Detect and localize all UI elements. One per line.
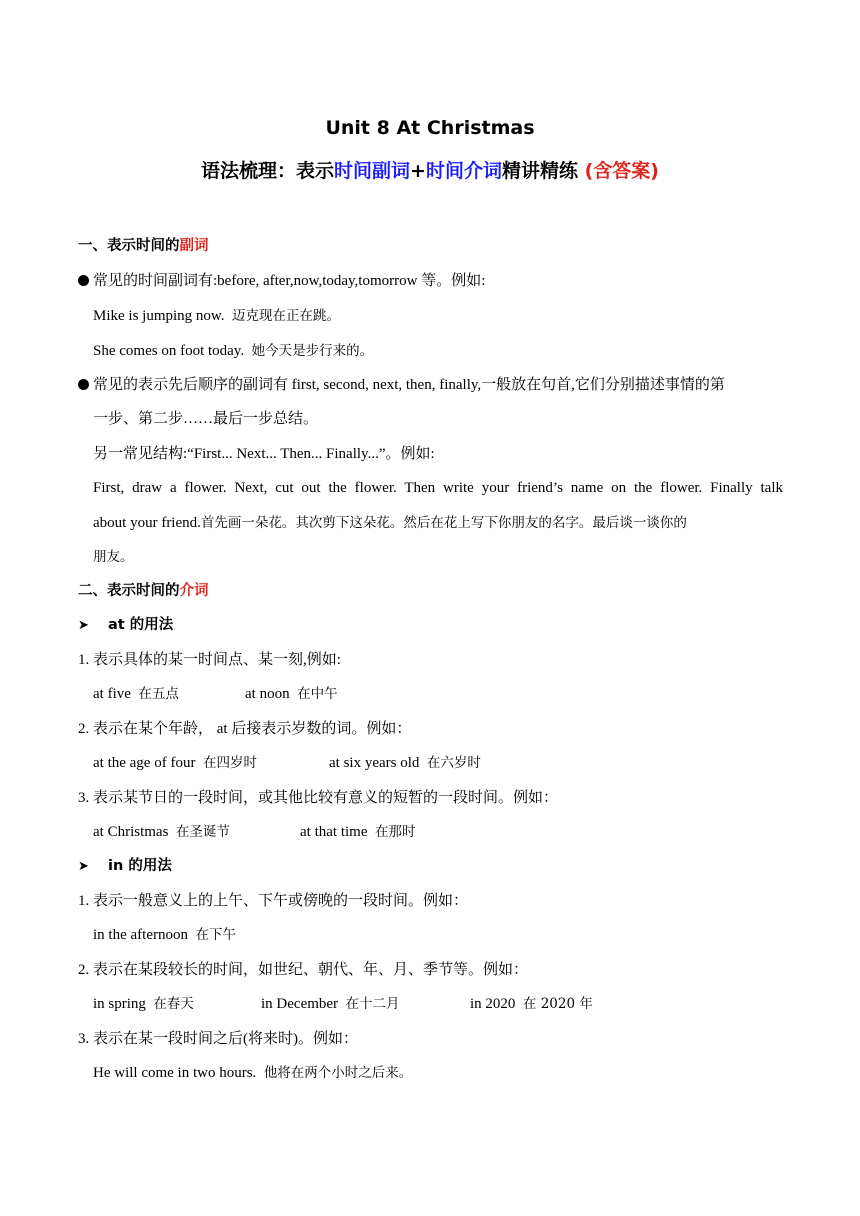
subtitle-part-5: 精讲精练 <box>501 160 578 182</box>
example-cn: 在中午 <box>297 686 338 702</box>
bullet-1-text: 常见的时间副词有:before, after,now,today,tomorrow 等。例如: <box>93 273 486 289</box>
example-cn: 在五点 <box>138 686 179 702</box>
at-item-3-example-1 <box>93 822 230 842</box>
in-usage-title: in 的用法 <box>108 858 172 874</box>
in-item-3-example-1 <box>93 1063 412 1083</box>
example-cn: 在圣诞节 <box>175 824 230 840</box>
bullet-2 <box>78 375 725 395</box>
example-en: at that time <box>300 824 368 840</box>
in-usage-heading <box>78 856 172 876</box>
example-cn: 在下午 <box>195 927 236 943</box>
bullet-2-line-2: 一步、第二步……最后一步总结。 <box>93 411 319 427</box>
example-1-cn: 迈克现在正在跳。 <box>232 308 341 324</box>
section-1-heading-text: 一、表示时间的 <box>78 238 180 254</box>
example-2-en: She comes on foot today. <box>93 343 245 359</box>
at-item-3-example-2 <box>300 822 415 842</box>
at-item-2-example-2 <box>329 753 481 773</box>
example-cn: 在四岁时 <box>202 755 257 771</box>
example-en: in the afternoon <box>93 927 188 943</box>
example-en: He will come in two hours. <box>93 1065 257 1081</box>
in-item-1-example-1 <box>93 925 236 945</box>
at-item-3: 3. 表示某节日的一段时间，或其他比较有意义的短暂的一段时间。例如： <box>78 790 559 806</box>
example-1 <box>93 306 340 326</box>
in-item-1: 1. 表示一般意义上的上午、下午或傍晚的一段时间。例如： <box>78 893 469 909</box>
at-item-1-example-2 <box>245 684 338 704</box>
example-cn: 他将在两个小时之后来。 <box>263 1065 413 1081</box>
example-en: at five <box>93 686 131 702</box>
document-subtitle <box>0 159 860 183</box>
example-2-cn: 她今天是步行来的。 <box>251 343 374 359</box>
at-usage-heading <box>78 615 173 635</box>
in-item-2-example-3 <box>470 994 593 1014</box>
section-2-heading <box>78 581 209 601</box>
at-item-2-example-1 <box>93 753 257 773</box>
at-item-2: 2. 表示在某个年龄， at 后接表示岁数的词。例如： <box>78 721 412 737</box>
example-cn: 在春天 <box>153 996 194 1012</box>
bullet-dot-icon <box>78 275 89 286</box>
example-en: at six years old <box>329 755 420 771</box>
bullet-1 <box>78 271 485 291</box>
bullet-2-line-1: 常见的表示先后顺序的副词有 first, second, next, then, finally,一般放在句首,它们分别描述事情的第 <box>93 377 725 393</box>
in-item-3: 3. 表示在某一段时间之后(将来时)。例如： <box>78 1031 358 1047</box>
example-3-line-3: 朋友。 <box>93 549 134 565</box>
subtitle-time-preposition: 时间介词 <box>425 160 502 182</box>
example-3-cn: 首先画一朵花。其次剪下这朵花。然后在花上写下你朋友的名字。最后谈一谈你的 <box>200 515 687 531</box>
section-1-heading-highlight: 副词 <box>179 238 209 254</box>
subtitle-time-adverb: 时间副词 <box>334 160 411 182</box>
bullet-dot-icon <box>78 379 89 390</box>
example-cn: 在十二月 <box>345 996 400 1012</box>
arrow-bullet-icon: ➤ <box>78 617 89 632</box>
example-en: in 2020 <box>470 996 516 1012</box>
example-en: at Christmas <box>93 824 169 840</box>
example-cn: 在那时 <box>374 824 416 840</box>
example-2 <box>93 341 373 361</box>
bullet-2-line-3: 另一常见结构:“First... Next... Then... Finally...”。例如: <box>93 446 435 462</box>
subtitle-plus: + <box>410 160 426 182</box>
example-en: in spring <box>93 996 146 1012</box>
example-en: in December <box>261 996 339 1012</box>
at-item-1: 1. 表示具体的某一时间点、某一刻,例如: <box>78 652 341 668</box>
in-item-2: 2. 表示在某段较长的时间，如世纪、朝代、年、月、季节等。例如： <box>78 962 529 978</box>
example-1-en: Mike is jumping now. <box>93 308 225 324</box>
section-1-heading <box>78 236 209 256</box>
example-en: at noon <box>245 686 290 702</box>
document-title: Unit 8 At Christmas <box>325 117 535 139</box>
section-2-heading-text: 二、表示时间的 <box>78 583 180 599</box>
subtitle-part-1: 语法梳理：表示 <box>201 160 335 182</box>
at-usage-title: at 的用法 <box>108 617 174 633</box>
example-3-line-1: First, draw a flower. Next, cut out the flower. Then write your friend’s name on the flower. Finally talk <box>93 480 783 496</box>
in-item-2-example-2 <box>261 994 400 1014</box>
example-cn: 在六岁时 <box>426 755 481 771</box>
example-cn: 在 2020 年 <box>522 996 593 1012</box>
example-3-line-2 <box>93 513 687 533</box>
in-item-2-example-1 <box>93 994 194 1014</box>
at-item-1-example-1 <box>93 684 179 704</box>
example-3-en: about your friend. <box>93 515 201 531</box>
arrow-bullet-icon: ➤ <box>78 858 89 873</box>
subtitle-answer-note: (含答案) <box>584 160 659 182</box>
section-2-heading-highlight: 介词 <box>179 583 209 599</box>
example-en: at the age of four <box>93 755 196 771</box>
